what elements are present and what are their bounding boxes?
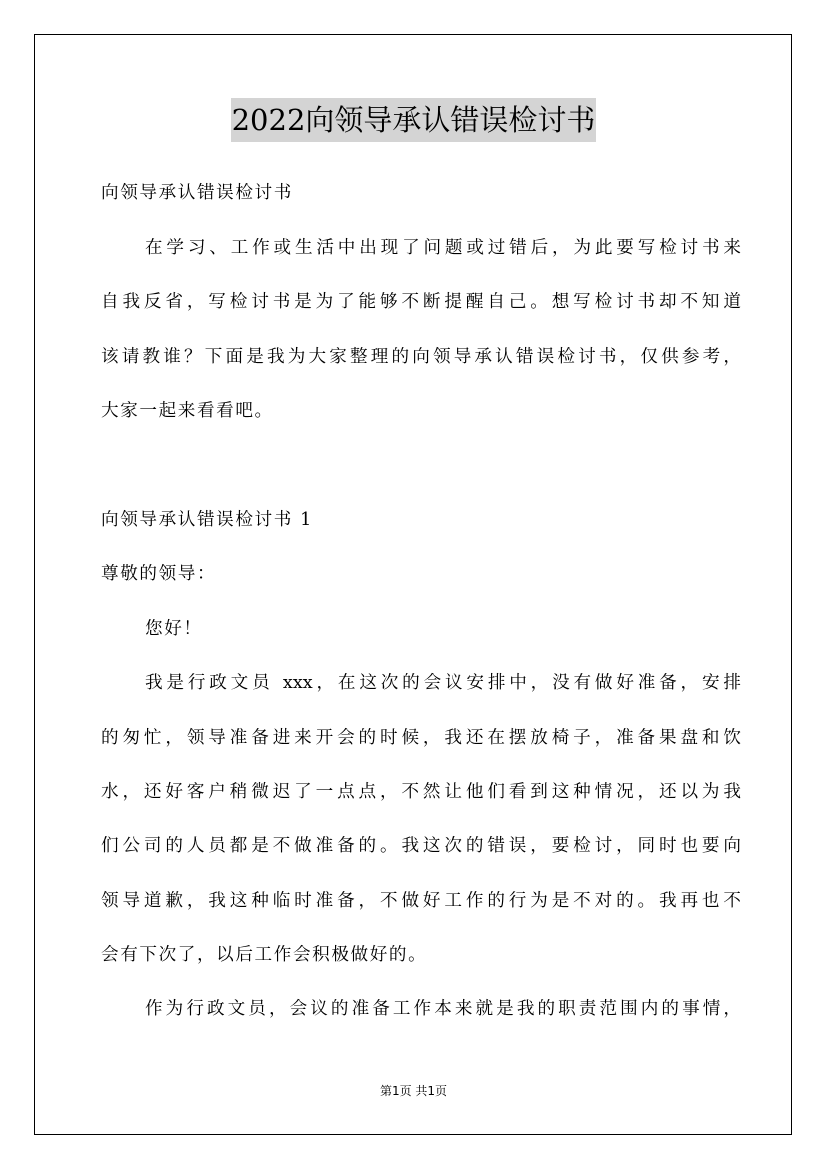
paragraph-line: 自我反省，写检讨书是为了能够不断提醒自己。想写检讨书却不知道 xyxy=(101,292,741,312)
paragraph-line: 水，还好客户稍微迟了一点点，不然让他们看到这种情况，还以为我 xyxy=(101,782,741,802)
paragraph-line: 会有下次了，以后工作会积极做好的。 xyxy=(101,945,428,965)
page-number-footer: 第1页 共1页 xyxy=(379,1084,448,1098)
paragraph-line: 的匆忙，领导准备进来开会的时候，我还在摆放椅子，准备果盘和饮 xyxy=(101,728,741,748)
intro-heading: 向领导承认错误检讨书 xyxy=(101,183,293,203)
paragraph-line: 领导道歉，我这种临时准备，不做好工作的行为是不对的。我再也不 xyxy=(101,891,741,911)
document-title xyxy=(0,98,827,142)
salutation: 尊敬的领导： xyxy=(101,564,217,584)
paragraph-line: 我是行政文员 xxx，在这次的会议安排中，没有做好准备，安排 xyxy=(145,673,741,693)
section-heading: 向领导承认错误检讨书 1 xyxy=(101,510,313,530)
greeting: 您好！ xyxy=(145,619,203,639)
paragraph-line: 大家一起来看看吧。 xyxy=(101,401,274,421)
paragraph-line: 在学习、工作或生活中出现了问题或过错后，为此要写检讨书来 xyxy=(145,238,741,258)
paragraph-line: 该请教谁？下面是我为大家整理的向领导承认错误检讨书，仅供参考， xyxy=(101,347,741,367)
title-text: 2022向领导承认错误检讨书 xyxy=(231,98,597,142)
paragraph-line: 们公司的人员都是不做准备的。我这次的错误，要检讨，同时也要向 xyxy=(101,836,741,856)
paragraph-line: 作为行政文员，会议的准备工作本来就是我的职责范围内的事情， xyxy=(145,999,741,1019)
